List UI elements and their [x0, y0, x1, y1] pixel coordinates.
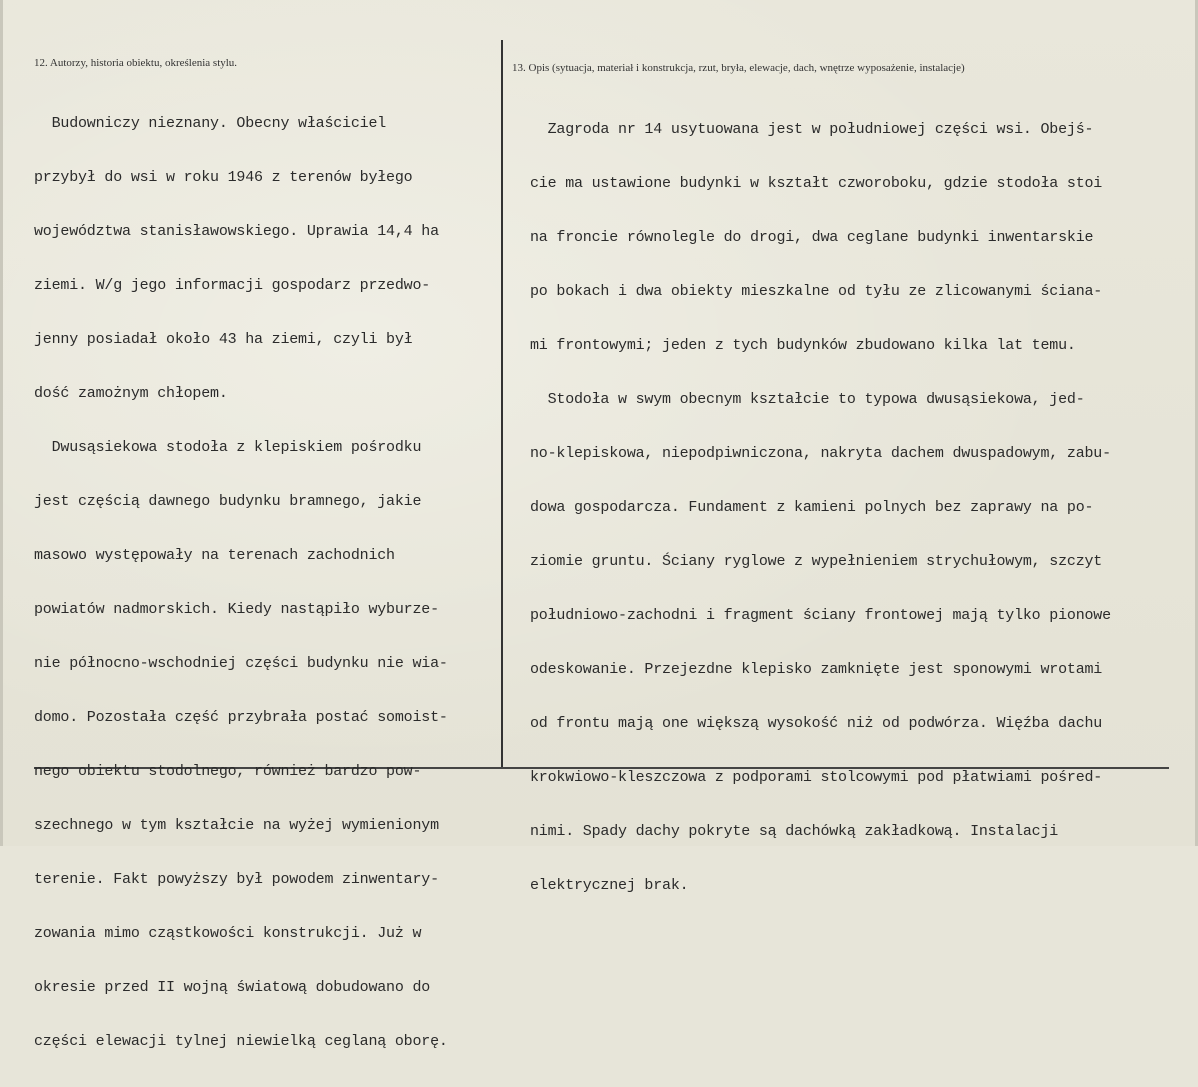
text-line: dowa gospodarcza. Fundament z kamieni polnych bez zaprawy na po- [530, 499, 1094, 516]
text-line: ziemi. W/g jego informacji gospodarz przedwo- [34, 277, 431, 294]
text-line: cie ma ustawione budynki w kształt czworoboku, gdzie stodoła stoi [530, 175, 1103, 192]
section-13-label: 13. Opis (sytuacja, materiał i konstrukcja, rzut, bryła, elewacje, dach, wnętrze wyposażenie, instalacje) [512, 62, 965, 74]
text-line: południowo-zachodni i fragment ściany frontowej mają tylko pionowe [530, 607, 1111, 624]
text-line: odeskowanie. Przejezdne klepisko zamknięte jest sponowymi wrotami [530, 661, 1103, 678]
text-line: przybył do wsi w roku 1946 z terenów byłego [34, 169, 413, 186]
section-13-text [530, 85, 1111, 931]
text-line: elektrycznej brak. [530, 877, 689, 894]
text-line: po bokach i dwa obiekty mieszkalne od tyłu ze zlicowanymi ściana- [530, 283, 1103, 300]
text-line: Budowniczy nieznany. Obecny właściciel [34, 115, 387, 132]
text-line: mi frontowymi; jeden z tych budynków zbudowano kilka lat temu. [530, 337, 1076, 354]
text-line: nie północno-wschodniej części budynku nie wia- [34, 655, 448, 672]
text-line: masowo występowały na terenach zachodnich [34, 547, 395, 564]
text-line: domo. Pozostała część przybrała postać somoist- [34, 709, 448, 726]
text-line: nego obiektu stodolnego, również bardzo pow- [34, 763, 422, 780]
section-12-text [34, 79, 448, 1087]
text-line: Dwusąsiekowa stodoła z klepiskiem pośrodku [34, 439, 422, 456]
page-edge-left [0, 0, 3, 846]
section-12-label: 12. Autorzy, historia obiektu, określenia stylu. [34, 57, 238, 69]
text-line: jenny posiadał około 43 ha ziemi, czyli był [34, 331, 413, 348]
text-line: województwa stanisławowskiego. Uprawia 14,4 ha [34, 223, 439, 240]
text-line: okresie przed II wojną światową dobudowano do [34, 979, 431, 996]
text-line: od frontu mają one większą wysokość niż od podwórza. Więźba dachu [530, 715, 1103, 732]
text-line: Stodoła w swym obecnym kształcie to typowa dwusąsiekowa, jed- [530, 391, 1085, 408]
text-line: dość zamożnym chłopem. [34, 385, 228, 402]
text-line: powiatów nadmorskich. Kiedy nastąpiło wyburze- [34, 601, 439, 618]
text-line: terenie. Fakt powyższy był powodem zinwentary- [34, 871, 439, 888]
text-line: jest częścią dawnego budynku bramnego, jakie [34, 493, 422, 510]
text-line: ziomie gruntu. Ściany ryglowe z wypełnieniem strychułowym, szczyt [530, 553, 1103, 570]
text-line: Zagroda nr 14 usytuowana jest w południowej części wsi. Obejś- [530, 121, 1094, 138]
text-line: zowania mimo cząstkowości konstrukcji. Już w [34, 925, 422, 942]
text-line: szechnego w tym kształcie na wyżej wymienionym [34, 817, 439, 834]
text-line: krokwiowo-kleszczowa z podporami stolcowymi pod płatwiami pośred- [530, 769, 1103, 786]
text-line: no-klepiskowa, niepodpiwniczona, nakryta dachem dwuspadowym, zabu- [530, 445, 1111, 462]
column-divider [501, 40, 503, 768]
text-line: na froncie równolegle do drogi, dwa ceglane budynki inwentarskie [530, 229, 1094, 246]
text-line: części elewacji tylnej niewielką ceglaną oborę. [34, 1033, 448, 1050]
text-line: nimi. Spady dachy pokryte są dachówką zakładkową. Instalacji [530, 823, 1059, 840]
